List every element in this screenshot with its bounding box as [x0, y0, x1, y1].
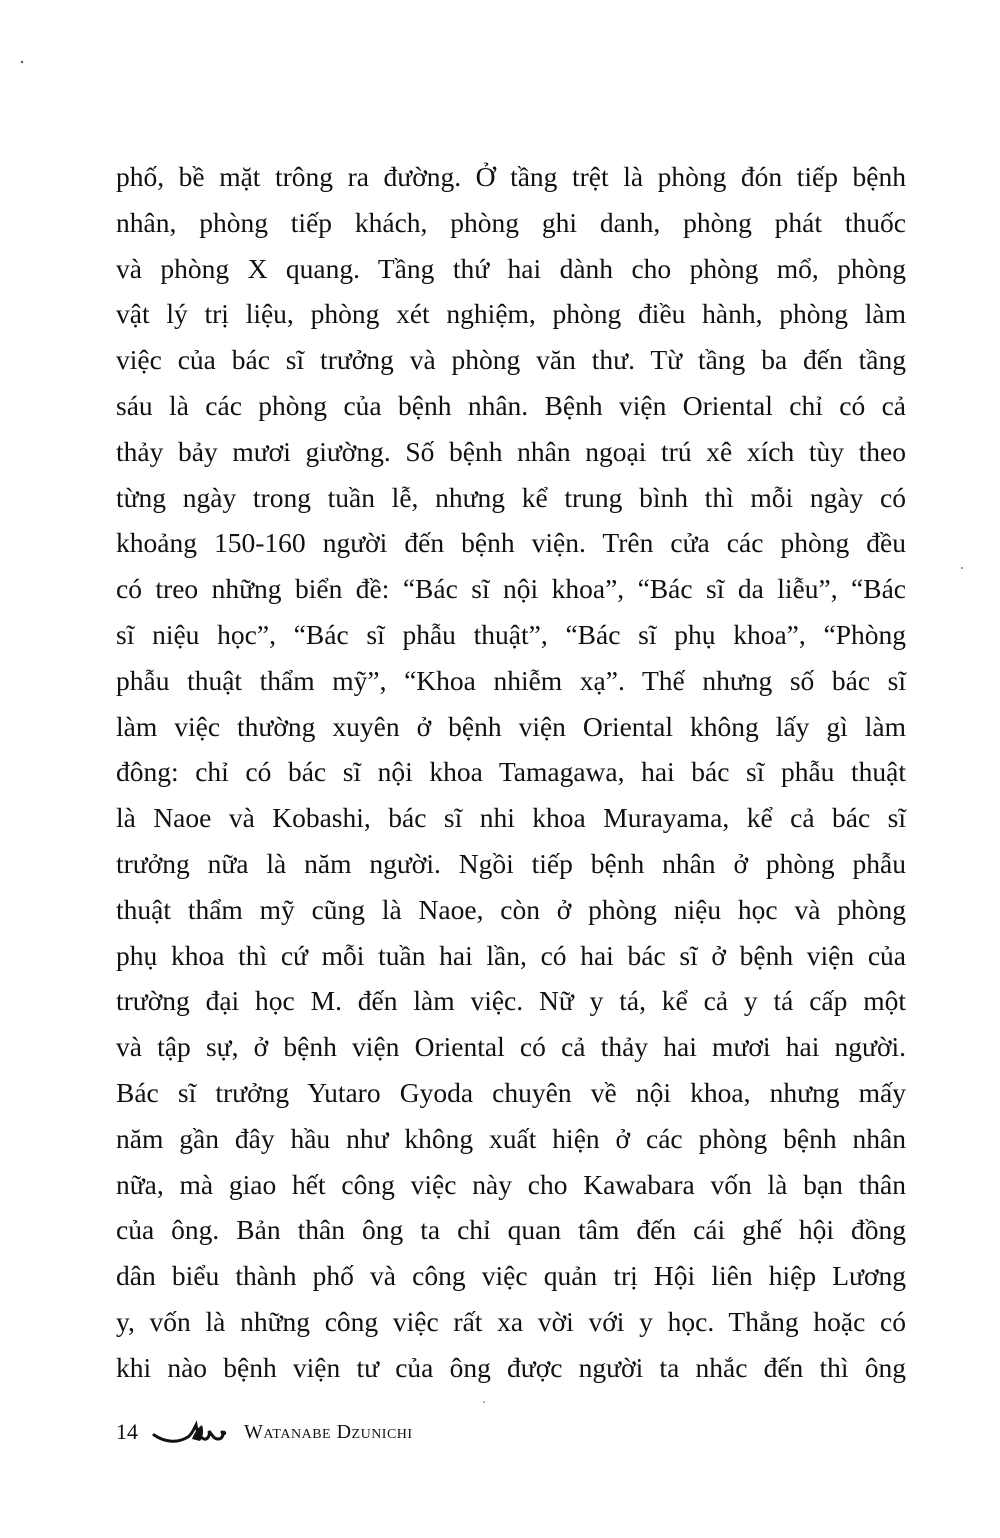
text-line: nữa, mà giao hết công việc này cho Kawabara vốn là bạn thân — [116, 1168, 906, 1200]
text-line: trường đại học M. đến làm việc. Nữ y tá, kể cả y tá cấp một — [116, 985, 906, 1017]
text-line: dân biểu thành phố và công việc quản trị Hội liên hiệp Lương — [116, 1260, 906, 1292]
text-line: Bác sĩ trưởng Yutaro Gyoda chuyên về nội khoa, nhưng mấy — [116, 1076, 906, 1108]
text-line: nhân, phòng tiếp khách, phòng ghi danh, phòng phát thuốc — [116, 206, 906, 238]
text-line: y, vốn là những công việc rất xa vời với y học. Thẳng hoặc có — [116, 1305, 906, 1337]
text-line: thuật thẩm mỹ cũng là Naoe, còn ở phòng niệu học và phòng — [116, 893, 906, 925]
text-line: và tập sự, ở bệnh viện Oriental có cả thảy hai mươi hai người. — [116, 1031, 906, 1063]
text-line: sáu là các phòng của bệnh nhân. Bệnh viện Oriental chỉ có cả — [116, 389, 906, 421]
text-line: thảy bảy mươi giường. Số bệnh nhân ngoại trú xê xích tùy theo — [116, 435, 906, 467]
text-line: làm việc thường xuyên ở bệnh viện Oriental không lấy gì làm — [116, 710, 906, 742]
text-line: khi nào bệnh viện tư của ông được người ta nhắc đến thì ông — [116, 1351, 906, 1383]
page-number: 14 — [116, 1419, 138, 1444]
text-line: của ông. Bản thân ông ta chỉ quan tâm đến cái ghế hội đồng — [116, 1214, 906, 1246]
text-line: phụ khoa thì cứ mỗi tuần hai lần, có hai bác sĩ ở bệnh viện của — [116, 939, 906, 971]
text-line: đông: chỉ có bác sĩ nội khoa Tamagawa, hai bác sĩ phẫu thuật — [116, 756, 906, 788]
text-line: năm gần đây hầu như không xuất hiện ở các phòng bệnh nhân — [116, 1122, 906, 1154]
text-line: có treo những biển đề: “Bác sĩ nội khoa”, “Bác sĩ da liễu”, “Bác — [116, 573, 906, 605]
text-line: phố, bề mặt trông ra đường. Ở tầng trệt là phòng đón tiếp bệnh — [116, 161, 906, 192]
author-name: Watanabe Dzunichi — [244, 1420, 413, 1443]
text-line: và phòng X quang. Tầng thứ hai dành cho phòng mổ, phòng — [116, 252, 906, 284]
text-line: từng ngày trong tuần lễ, nhưng kể trung bình thì mỗi ngày có — [116, 481, 906, 513]
text-line: trưởng nữa là năm người. Ngồi tiếp bệnh nhân ở phòng phẫu — [116, 847, 906, 879]
page-footer — [116, 1412, 413, 1452]
body-text — [116, 154, 906, 1391]
text-line: sĩ niệu học”, “Bác sĩ phẫu thuật”, “Bác sĩ phụ khoa”, “Phòng — [116, 618, 906, 650]
text-line: việc của bác sĩ trưởng và phòng văn thư. Từ tầng ba đến tầng — [116, 344, 906, 376]
swash-ornament-icon — [152, 1417, 232, 1447]
text-line: phẫu thuật thẩm mỹ”, “Khoa nhiễm xạ”. Thế nhưng số bác sĩ — [116, 664, 906, 696]
text-line: vật lý trị liệu, phòng xét nghiệm, phòng điều hành, phòng làm — [116, 298, 906, 330]
text-line: là Naoe và Kobashi, bác sĩ nhi khoa Murayama, kể cả bác sĩ — [116, 802, 906, 834]
text-line: khoảng 150-160 người đến bệnh viện. Trên cửa các phòng đều — [116, 527, 906, 559]
